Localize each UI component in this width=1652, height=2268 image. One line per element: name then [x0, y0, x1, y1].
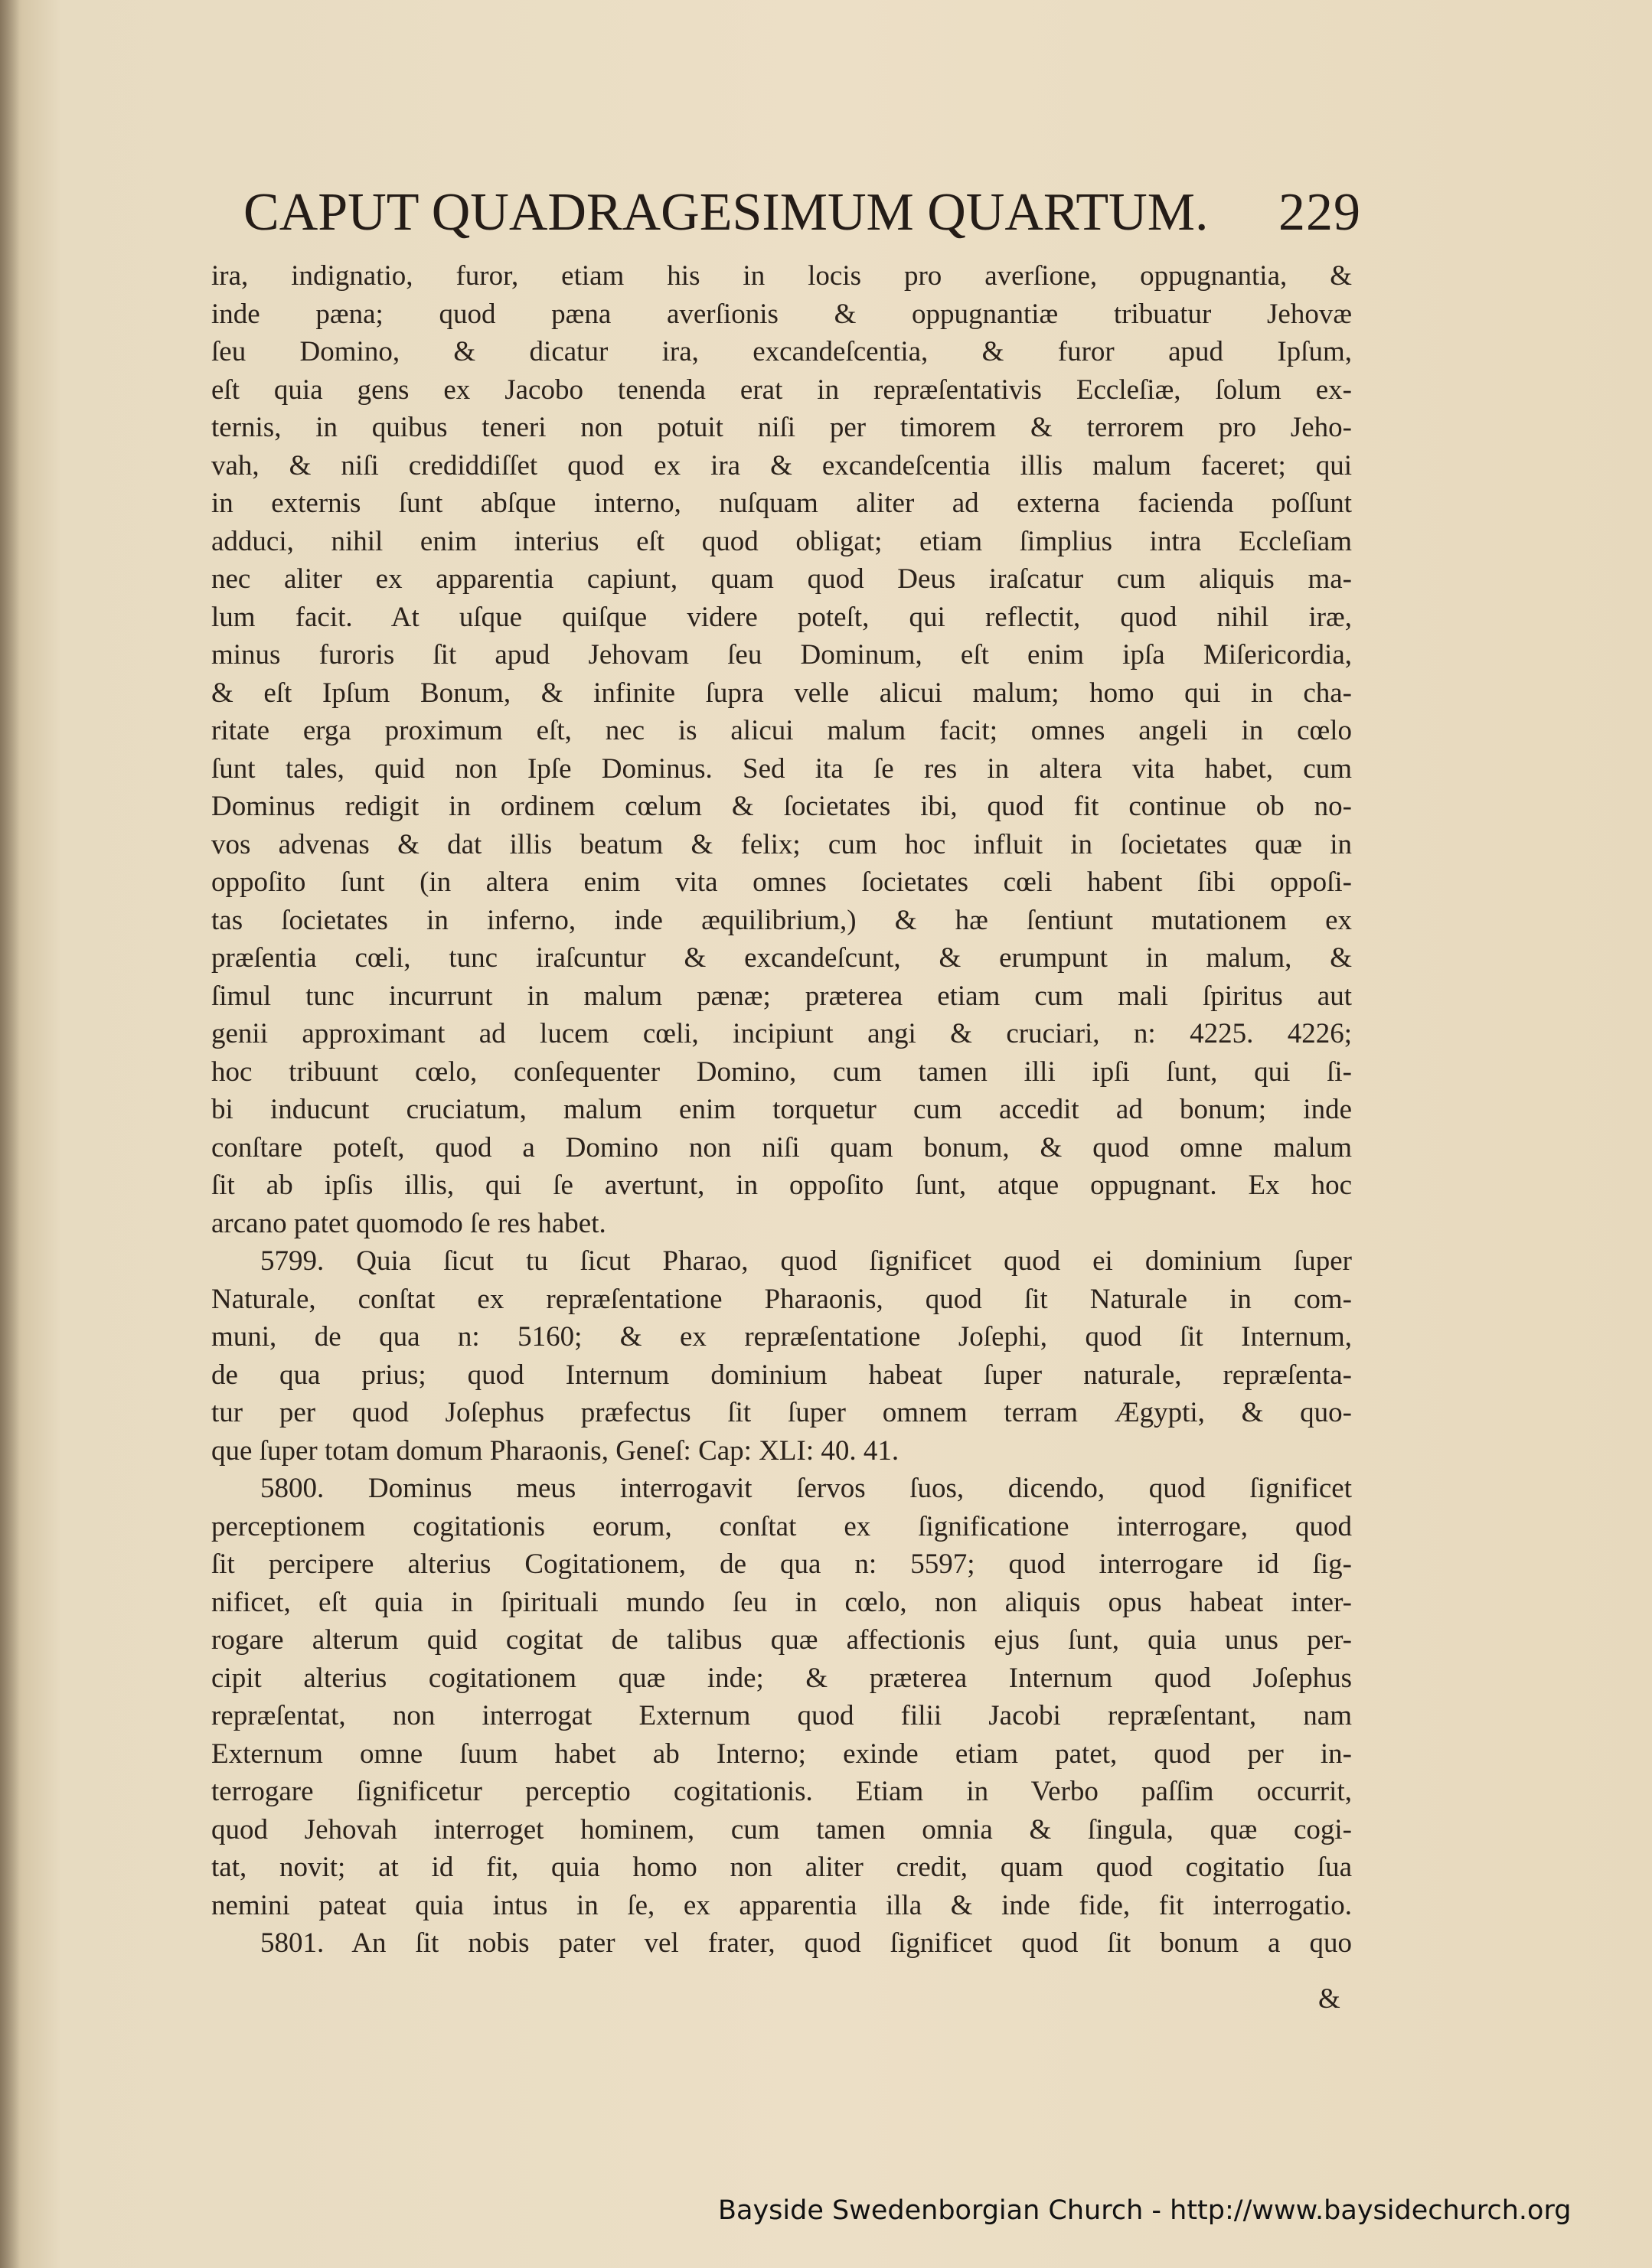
- text-line: de qua prius; quod Internum dominium habeat ſuper naturale, repræſenta-: [211, 1359, 1352, 1391]
- running-header: [243, 182, 1361, 243]
- text-line: ſit ab ipſis illis, qui ſe avertunt, in oppoſito ſunt, atque oppugnant. Ex hoc: [211, 1170, 1352, 1201]
- text-line: que ſuper totam domum Pharaonis, Geneſ: Cap: XLI: 40. 41.: [211, 1434, 899, 1467]
- text-line: ternis, in quibus teneri non potuit niſi per timorem & terrorem pro Jeho-: [211, 412, 1352, 443]
- text-line: inde pæna; quod pæna averſionis & oppugnantiæ tribuatur Jehovæ: [211, 298, 1352, 330]
- chapter-title: CAPUT QUADRAGESIMUM QUARTUM.: [243, 183, 1209, 242]
- text-line: hoc tribuunt cœlo, conſequenter Domino, cum tamen illi ipſi ſunt, qui ſi-: [211, 1056, 1352, 1088]
- text-line: arcano patet quomodo ſe res habet.: [211, 1207, 606, 1239]
- text-line: conſtare poteſt, quod a Domino non niſi quam bonum, & quod omne malum: [211, 1131, 1352, 1163]
- text-line: repræſentat, non interrogat Externum quod filii Jacobi repræſentant, nam: [211, 1700, 1352, 1731]
- text-line: & eſt Ipſum Bonum, & infinite ſupra velle alicui malum; homo qui in cha-: [211, 677, 1352, 709]
- text-line: adduci, nihil enim interius eſt quod obligat; etiam ſimplius intra Eccleſiam: [211, 525, 1352, 557]
- spine-shadow: [0, 0, 20, 2268]
- text-line: terrogare ſignificetur perceptio cogitationis. Etiam in Verbo paſſim occurrit,: [211, 1776, 1352, 1807]
- text-line: ira, indignatio, furor, etiam his in locis pro averſione, oppugnantia, &: [211, 260, 1352, 292]
- text-line: Dominus redigit in ordinem cœlum & ſocietates ibi, quod fit continue ob no-: [211, 791, 1352, 822]
- text-line: rogare alterum quid cogitat de talibus quæ affectionis ejus ſunt, quia unus per-: [211, 1624, 1352, 1656]
- text-line: ſunt tales, quid non Ipſe Dominus. Sed ita ſe res in altera vita habet, cum: [211, 752, 1352, 785]
- text-line: vos advenas & dat illis beatum & felix; cum hoc influit in ſocietates quæ in: [211, 828, 1352, 860]
- text-line: in externis ſunt abſque interno, nuſquam aliter ad externa facienda poſſunt: [211, 488, 1352, 519]
- text-line: perceptionem cogitationis eorum, conſtat ex ſignificatione interrogare, quod: [211, 1510, 1352, 1542]
- text-line: cipit alterius cogitationem quæ inde; & præterea Internum quod Joſephus: [211, 1662, 1352, 1694]
- text-line: oppoſito ſunt (in altera enim vita omnes ſocietates cœli habent ſibi oppoſi-: [211, 866, 1352, 898]
- text-line: tur per quod Joſephus præfectus ſit ſuper omnem terram Ægypti, & quo-: [211, 1397, 1352, 1428]
- text-line: Naturale, conſtat ex repræſentatione Pharaonis, quod ſit Naturale in com-: [211, 1283, 1352, 1315]
- text-line: minus furoris ſit apud Jehovam ſeu Dominum, eſt enim ipſa Miſericordia,: [211, 639, 1352, 671]
- text-line: præſentia cœli, tunc iraſcuntur & excandeſcunt, & erumpunt in malum, &: [211, 942, 1352, 974]
- catchword: &: [1318, 1983, 1340, 2015]
- text-line: ſit percipere alterius Cogitationem, de qua n: 5597; quod interrogare id ſig-: [211, 1548, 1352, 1580]
- text-line: bi inducunt cruciatum, malum enim torquetur cum accedit ad bonum; inde: [211, 1094, 1352, 1125]
- text-line: muni, de qua n: 5160; & ex repræſentatione Joſephi, quod ſit Internum,: [211, 1321, 1352, 1353]
- text-line: quod Jehovah interroget hominem, cum tamen omnia & ſingula, quæ cogi-: [211, 1813, 1352, 1845]
- text-line: genii approximant ad lucem cœli, incipiunt angi & cruciari, n: 4225. 4226;: [211, 1018, 1352, 1049]
- text-line: eſt quia gens ex Jacobo tenenda erat in repræſentativis Eccleſiæ, ſolum ex-: [211, 374, 1352, 406]
- page-number: 229: [1278, 183, 1361, 242]
- text-line: ritate erga proximum eſt, nec is alicui malum facit; omnes angeli in cœlo: [211, 715, 1352, 746]
- text-line: ſimul tunc incurrunt in malum pænæ; præterea etiam cum mali ſpiritus aut: [211, 980, 1352, 1012]
- text-line: nificet, eſt quia in ſpirituali mundo ſeu in cœlo, non aliquis opus habeat inter-: [211, 1586, 1352, 1618]
- body-text: [211, 257, 1352, 1963]
- paragraph-5800-start: 5800. Dominus meus interrogavit ſervos ſuos, dicendo, quod ſignificet: [260, 1473, 1352, 1504]
- text-line: tas ſocietates in inferno, inde æquilibrium,) & hæ ſentiunt mutationem ex: [211, 904, 1352, 936]
- source-watermark: Bayside Swedenborgian Church - http://www.baysidechurch.org: [718, 2195, 1572, 2226]
- text-line: nemini pateat quia intus in ſe, ex apparentia illa & inde fide, fit interrogatio.: [211, 1889, 1352, 1921]
- text-line: Externum omne ſuum habet ab Interno; exinde etiam patet, quod per in-: [211, 1738, 1352, 1770]
- text-line: vah, & niſi crediddiſſet quod ex ira & excandeſcentia illis malum faceret; qui: [211, 449, 1352, 481]
- paragraph-5799-start: 5799. Quia ſicut tu ſicut Pharao, quod ſignificet quod ei dominium ſuper: [260, 1245, 1352, 1277]
- text-line: nec aliter ex apparentia capiunt, quam quod Deus iraſcatur cum aliquis ma-: [211, 563, 1352, 595]
- text-line: lum facit. At uſque quiſque videre poteſt, qui reflectit, quod nihil iræ,: [211, 601, 1352, 633]
- text-line: tat, novit; at id fit, quia homo non aliter credit, quam quod cogitatio ſua: [211, 1852, 1352, 1883]
- paragraph-5801-start: 5801. An ſit nobis pater vel frater, quod ſignificet quod ſit bonum a quo: [260, 1927, 1352, 1959]
- text-line: ſeu Domino, & dicatur ira, excandeſcentia, & furor apud Ipſum,: [211, 336, 1352, 367]
